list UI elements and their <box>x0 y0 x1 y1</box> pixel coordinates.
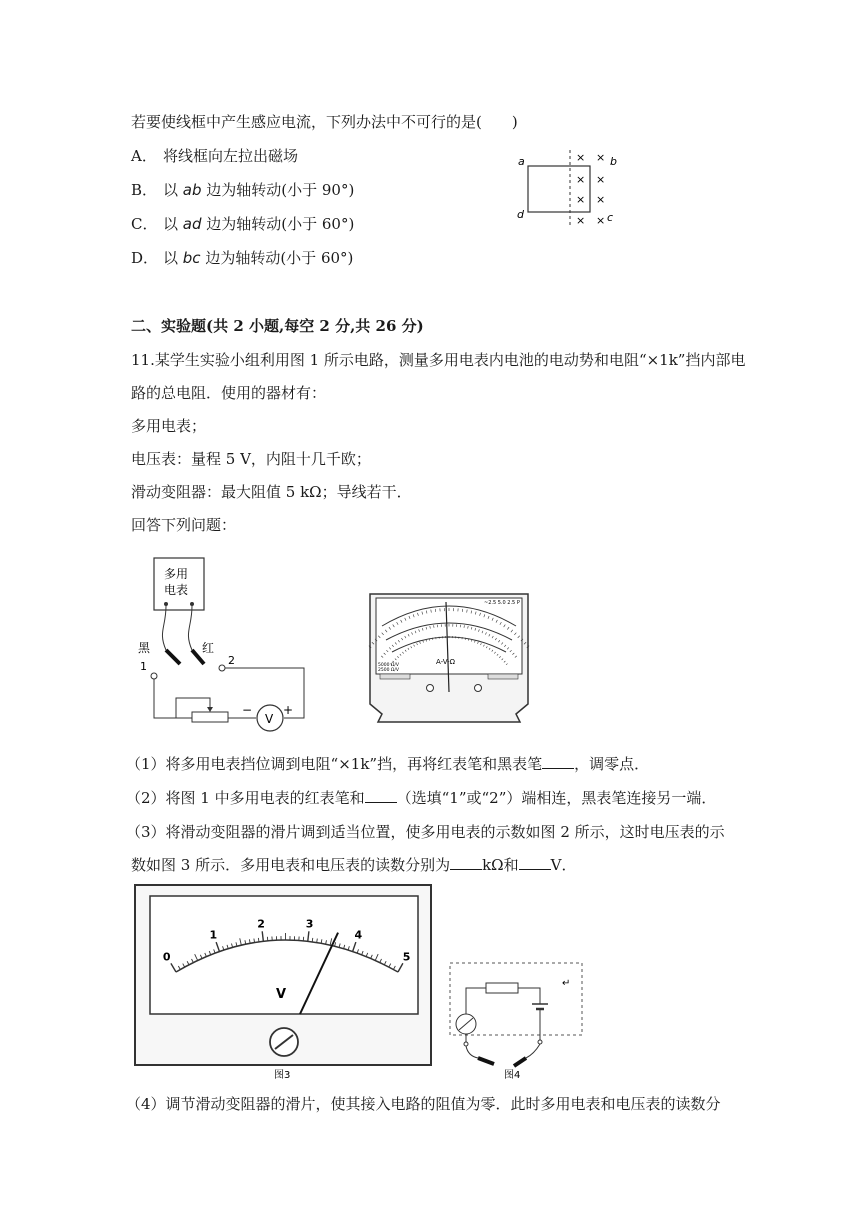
option-text: 将线框向左拉出磁场 <box>163 147 299 165</box>
option-letter: D． <box>131 249 159 267</box>
sensitivity-label-1: 5000 Ω/V <box>378 663 399 668</box>
black-probe <box>166 650 180 664</box>
voltmeter-label: V <box>265 712 274 726</box>
red-lead <box>188 606 192 650</box>
jack-red <box>190 602 194 606</box>
q11-part-1 <box>126 754 649 774</box>
jack-left <box>464 1042 468 1046</box>
part-3-unit-1: kΩ和 <box>482 856 519 874</box>
voltmeter-tick-label: 0 <box>162 950 171 964</box>
option-a <box>131 146 298 166</box>
option-letter: B． <box>131 181 158 199</box>
resistor <box>486 983 518 993</box>
adjust-knob-left <box>427 685 434 692</box>
wire-top-left <box>466 988 486 1014</box>
answer-blank-3 <box>450 855 482 870</box>
figure-4-circuit <box>446 960 586 1082</box>
voltmeter-tick-label: 3 <box>305 917 314 931</box>
option-letter: C． <box>131 215 158 233</box>
jack-right <box>538 1040 542 1044</box>
probe-left <box>478 1058 494 1064</box>
field-x-mark: × <box>596 214 606 227</box>
terminal-1 <box>151 673 157 679</box>
option-var: ab <box>182 181 202 199</box>
terminal-2-label: 2 <box>228 654 235 667</box>
part-1-text-post: ，调零点． <box>574 755 650 773</box>
q11-part-3-line1: （3）将滑动变阻器的滑片调到适当位置，使多用电表的示数如图 2 所示，这时电压表的示 <box>126 823 725 841</box>
field-x-mark: × <box>576 214 586 227</box>
probe-right <box>514 1058 526 1066</box>
question-10-stem: 若要使线框中产生感应电流，下列办法中不可行的是( ) <box>131 113 518 131</box>
mirror-strip-left <box>380 674 410 679</box>
option-letter: A． <box>131 147 157 165</box>
option-text-post: 边为轴转动(小于 60°) <box>201 215 355 233</box>
figure-4-caption: 图4 <box>504 1070 521 1081</box>
figure-1-circuit <box>136 552 316 732</box>
voltmeter-tick-label: 2 <box>257 917 265 931</box>
wire-top-right <box>518 988 540 1004</box>
voltmeter-tick-label: 1 <box>209 928 218 942</box>
figure-3-caption: 图3 <box>274 1070 291 1080</box>
label-c: c <box>607 211 614 224</box>
part-3-text: 数如图 3 所示．多用电表和电压表的读数分别为 <box>131 856 451 874</box>
option-text-post: 边为轴转动(小于 60°) <box>200 249 354 267</box>
slider-arrow <box>207 707 213 712</box>
field-x-mark: × <box>576 193 586 206</box>
field-x-mark: × <box>596 151 606 164</box>
terminal-2 <box>219 665 225 671</box>
voltmeter-tick <box>317 939 318 943</box>
voltmeter-tick-label: 4 <box>354 928 363 942</box>
answer-blank-1 <box>542 754 574 769</box>
label-d: d <box>517 208 524 221</box>
rheostat <box>192 712 228 722</box>
q11-intro-line1: 11.某学生实验小组利用图 1 所示电路，测量多用电表内电池的电动势和电阻“×1k”挡内部电 <box>131 351 746 369</box>
answer-blank-4 <box>519 855 551 870</box>
corner-label: ~2.5 5.0 2.5 P <box>484 600 520 606</box>
mirror-strip-right <box>488 674 518 679</box>
jack-black <box>164 602 168 606</box>
option-var: ad <box>182 215 202 233</box>
q11-equip-1: 多用电表； <box>131 417 207 435</box>
field-marks <box>576 151 605 227</box>
field-x-mark: × <box>576 173 586 186</box>
field-x-mark: × <box>576 151 586 164</box>
q11-equip-2: 电压表：量程 5 V，内阻十几千欧； <box>131 450 371 468</box>
loop-field-figure <box>512 148 632 230</box>
option-text-post: 边为轴转动(小于 90°) <box>201 181 355 199</box>
return-mark: ↵ <box>562 978 571 989</box>
multimeter-label-2: 电表 <box>164 583 189 597</box>
label-b: b <box>610 155 617 168</box>
part-2-text: （2）将图 1 中多用电表的红表笔和 <box>126 789 365 807</box>
field-x-mark: × <box>596 173 606 186</box>
black-lead <box>162 606 166 650</box>
voltmeter-tick <box>258 938 259 942</box>
q11-answer-prompt: 回答下列问题： <box>131 516 237 534</box>
option-var: bc <box>182 249 201 267</box>
sensitivity-label-2: 2500 Ω/V <box>378 668 399 673</box>
option-text: 以 <box>163 181 183 199</box>
black-label: 黑 <box>138 641 151 655</box>
adjust-knob-right <box>475 685 482 692</box>
label-a: a <box>518 155 525 168</box>
option-text: 以 <box>163 215 183 233</box>
q11-part-2 <box>126 788 716 808</box>
option-b <box>131 180 354 200</box>
q11-equip-3: 滑动变阻器：最大阻值 5 kΩ；导线若干． <box>131 483 412 501</box>
part-2-text-post: （选填“1”或“2”）端相连，黑表笔连接另一端． <box>396 789 717 807</box>
voltmeter-tick-label: 5 <box>402 950 411 964</box>
q11-part-3-line2 <box>131 855 576 875</box>
terminal-1-label: 1 <box>140 660 147 673</box>
option-text: 以 <box>163 249 183 267</box>
answer-blank-2 <box>365 788 397 803</box>
lead-left <box>466 1046 478 1058</box>
scale-label: A-V-Ω <box>436 658 456 666</box>
voltmeter-unit: V <box>276 987 287 1002</box>
lead-right <box>526 1044 540 1058</box>
minus-sign: − <box>242 703 253 717</box>
multimeter-label-1: 多用 <box>164 567 189 581</box>
voltmeter-tick <box>254 939 255 943</box>
figure-3-voltmeter <box>134 884 434 1080</box>
part-3-unit-2: V． <box>550 856 577 874</box>
field-x-mark: × <box>596 193 606 206</box>
q11-intro-line2: 路的总电阻．使用的器材有： <box>131 384 327 402</box>
q11-part-4-line1: （4）调节滑动变阻器的滑片，使其接入电路的阻值为零．此时多用电表和电压表的读数分 <box>126 1095 721 1113</box>
red-label: 红 <box>202 641 215 655</box>
section-2-title: 二、实验题(共 2 小题,每空 2 分,共 26 分) <box>131 317 424 335</box>
part-1-text: （1）将多用电表挡位调到电阻“×1k”挡，再将红表笔和黑表笔 <box>126 755 543 773</box>
figure-2-multimeter <box>366 592 532 724</box>
plus-sign: + <box>283 703 294 717</box>
option-c <box>131 214 354 234</box>
option-d <box>131 248 353 268</box>
voltmeter-tick <box>312 938 313 942</box>
